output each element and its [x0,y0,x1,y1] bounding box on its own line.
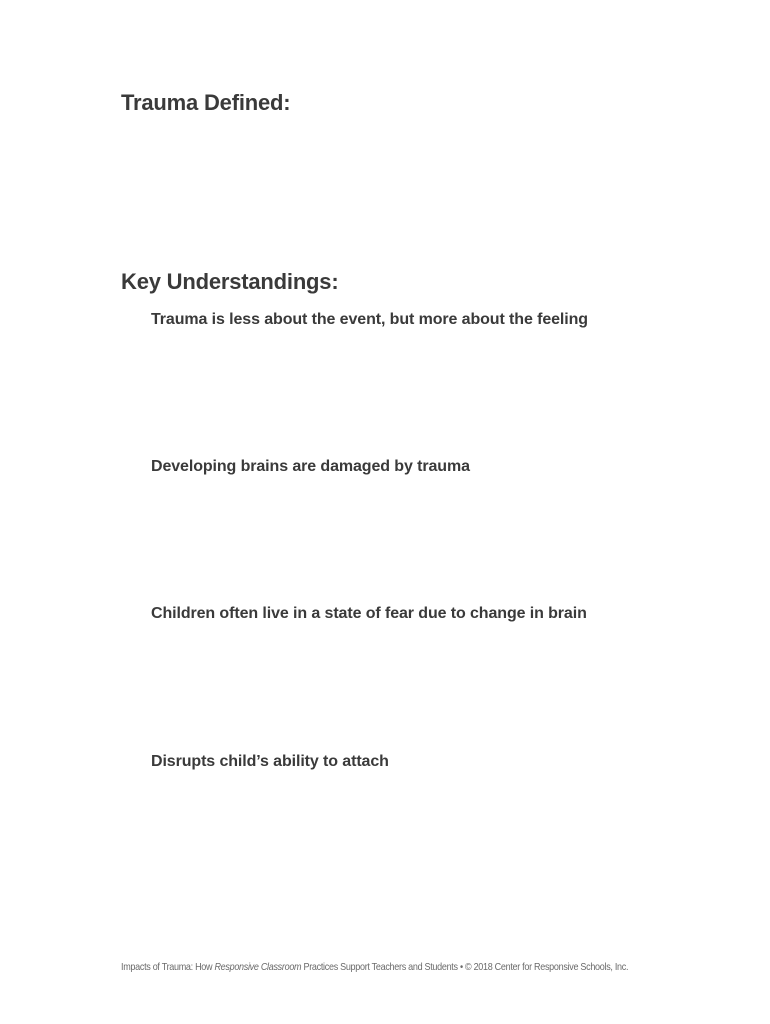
key-understandings-heading: Key Understandings: [121,269,339,294]
page-footer [121,961,628,973]
understanding-item: Disrupts child’s ability to attach [151,753,389,770]
trauma-defined-heading: Trauma Defined: [121,90,291,115]
understanding-item: Developing brains are damaged by trauma [151,458,470,475]
footer-prefix: Impacts of Trauma: How [121,961,215,973]
footer-suffix: Practices Support Teachers and Students • © 2018 Center for Responsive Schools, Inc. [301,961,629,973]
understanding-item: Trauma is less about the event, but more about the feeling [151,311,588,328]
footer-italic-title: Responsive Classroom [214,961,302,973]
understanding-item: Children often live in a state of fear due to change in brain [151,605,587,622]
